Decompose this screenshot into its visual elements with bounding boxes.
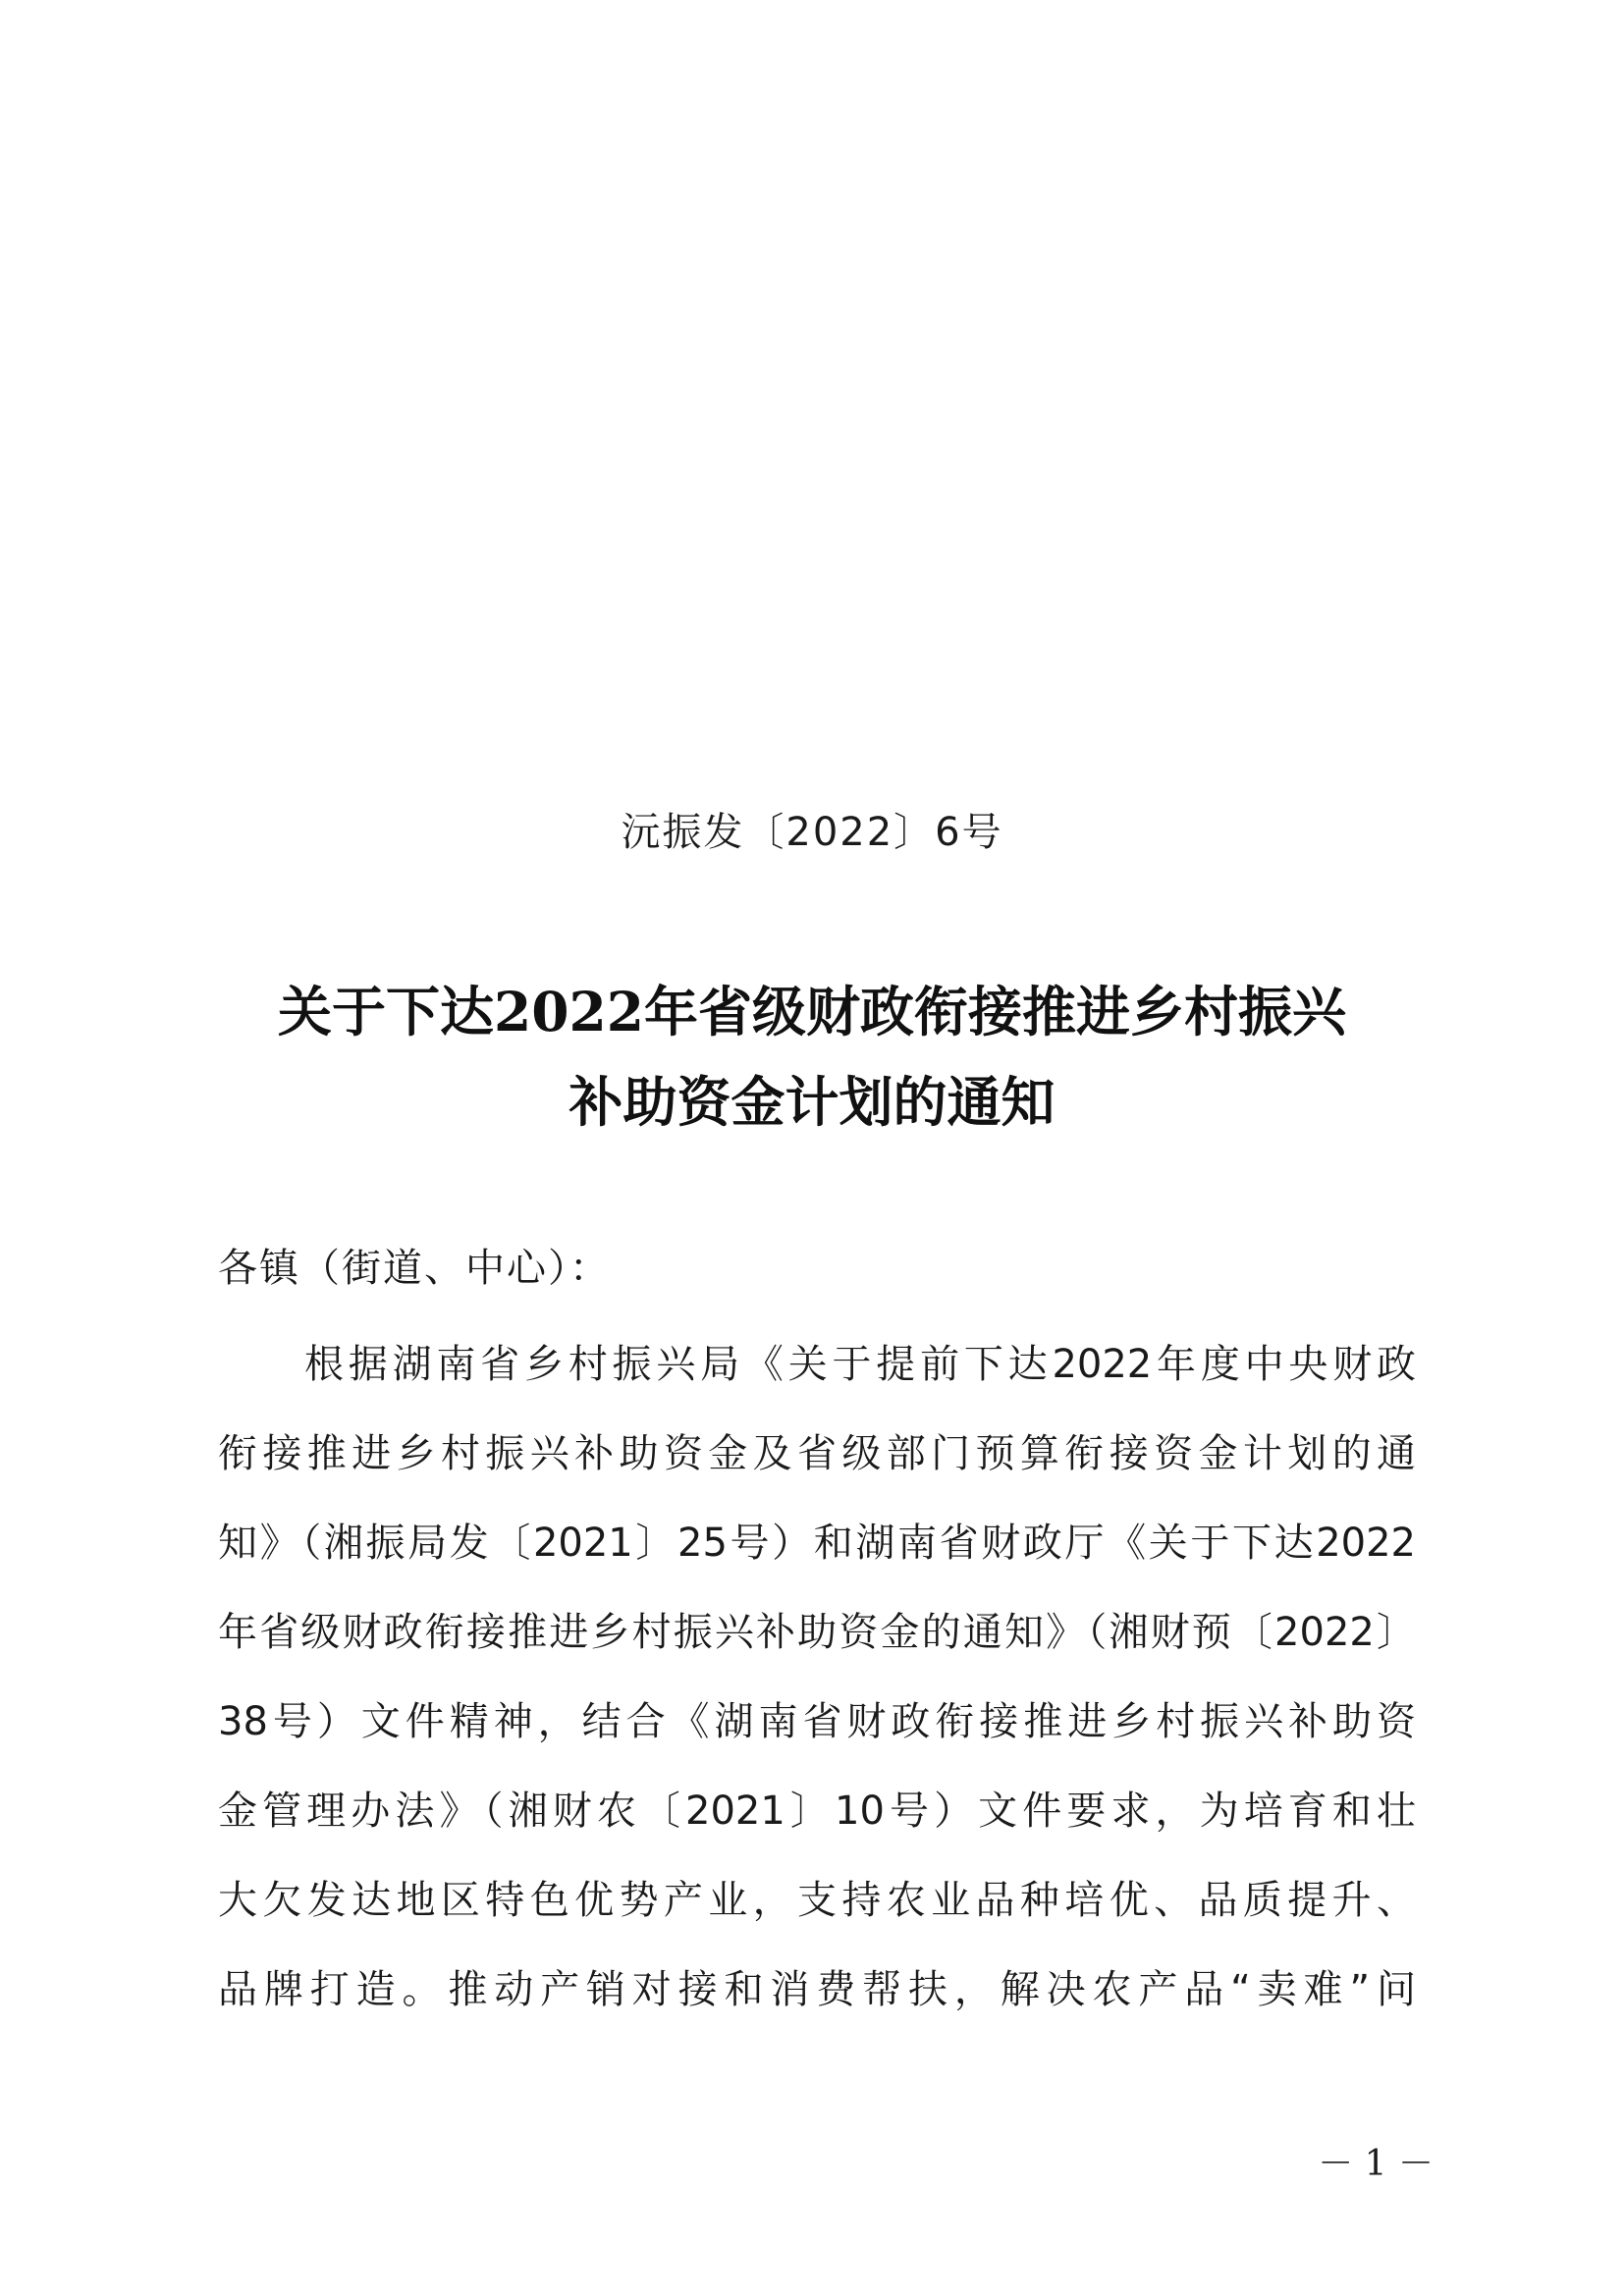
document-title [177,967,1447,1148]
salutation: 各镇（街道、中心）： [218,1246,611,1291]
body-line-4: 年省级财政衔接推进乡村振兴补助资金的通知》（湘财预〔2022〕 [218,1610,1416,1655]
body-line-6: 金管理办法》（湘财农〔2021〕10号）文件要求，为培育和壮 [218,1789,1416,1834]
body-line-5: 38号）文件精神，结合《湖南省财政衔接推进乡村振兴补助资 [218,1699,1416,1744]
body-paragraph [218,1320,1416,2035]
title-line-2: 补助资金计划的通知 [568,1070,1056,1134]
body-line-3: 知》（湘振局发〔2021〕25号）和湖南省财政厅《关于下达2022 [218,1521,1416,1566]
body-line-1: 根据湖南省乡村振兴局《关于提前下达2022年度中央财政 [304,1342,1416,1387]
body-line-7: 大欠发达地区特色优势产业，支持农业品种培优、品质提升、 [218,1878,1416,1923]
body-line-8: 品牌打造。推动产销对接和消费帮扶，解决农产品“卖难”问 [218,1967,1416,2012]
body-line-2: 衔接推进乡村振兴补助资金及省级部门预算衔接资金计划的通 [218,1431,1416,1476]
page-number: － 1 － [1318,2144,1434,2184]
document-number: 沅振发〔2022〕6号 [621,810,1003,855]
title-line-1: 关于下达2022年省级财政衔接推进乡村振兴 [277,980,1347,1043]
